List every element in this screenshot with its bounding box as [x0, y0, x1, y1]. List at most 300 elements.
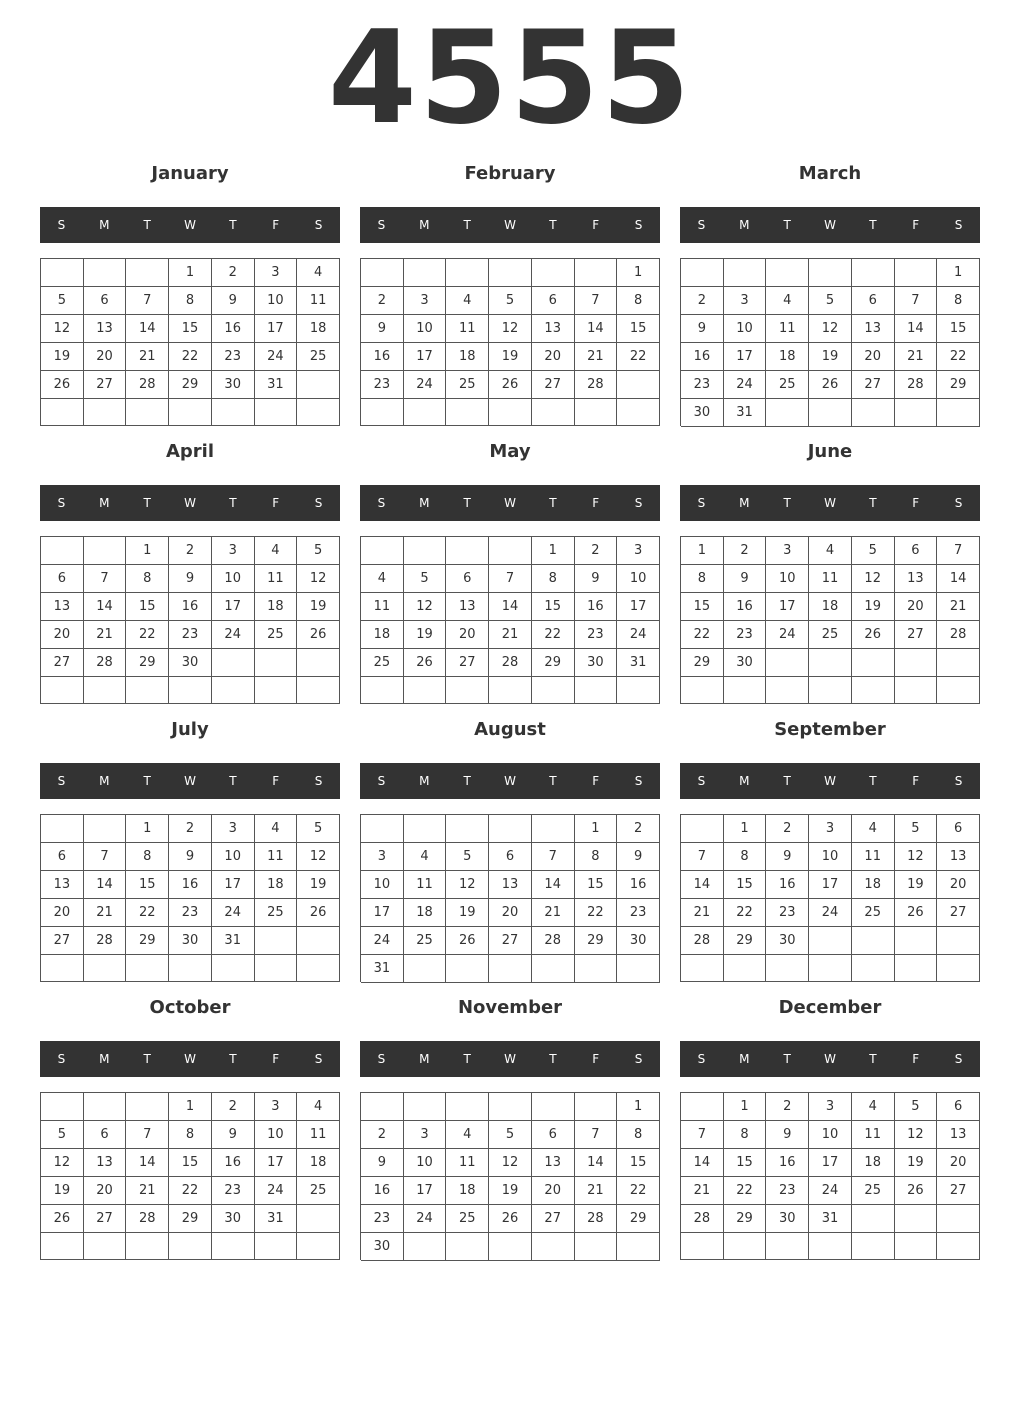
day-cell: 28 [126, 1205, 169, 1233]
day-cell: 23 [169, 621, 212, 649]
day-cell: 15 [126, 871, 169, 899]
day-cell: 24 [724, 371, 767, 399]
day-cell [41, 677, 84, 704]
day-cell: 18 [255, 871, 298, 899]
day-cell: 16 [681, 343, 724, 371]
year-title: 4555 [327, 4, 693, 153]
day-cell: 12 [809, 315, 852, 343]
day-cell [446, 259, 489, 287]
weekday-label: S [634, 774, 643, 788]
day-cell [489, 1093, 532, 1121]
month-title: June [807, 441, 853, 462]
day-cell: 9 [724, 565, 767, 593]
month-october [40, 994, 340, 1264]
day-cell: 28 [84, 649, 127, 677]
day-cell [41, 955, 84, 982]
weekday-label: W [184, 496, 196, 510]
day-cell: 4 [297, 1093, 340, 1121]
day-cell [681, 677, 724, 704]
day-cell [212, 1233, 255, 1260]
day-cell: 9 [212, 287, 255, 315]
day-cell: 7 [532, 843, 575, 871]
day-cell: 17 [255, 1149, 298, 1177]
month-january [40, 160, 340, 430]
day-cell: 14 [895, 315, 938, 343]
day-cell [84, 677, 127, 704]
day-cell: 4 [404, 843, 447, 871]
weekday-header [40, 763, 340, 799]
day-cell: 7 [84, 843, 127, 871]
day-cell [766, 259, 809, 287]
weekday-label: W [184, 774, 196, 788]
day-cell: 24 [809, 1177, 852, 1205]
day-cell [724, 677, 767, 704]
day-cell [766, 677, 809, 704]
month-title: May [489, 441, 531, 462]
day-cell: 28 [84, 927, 127, 955]
day-cell [852, 259, 895, 287]
weekday-label: F [592, 496, 600, 510]
weekday-label: T [229, 1052, 237, 1066]
weekday-header [360, 207, 660, 243]
day-cell: 27 [895, 621, 938, 649]
weekday-label: S [377, 496, 386, 510]
month-title: December [778, 997, 882, 1018]
day-cell: 28 [575, 371, 618, 399]
day-cell: 3 [809, 815, 852, 843]
day-cell: 10 [404, 315, 447, 343]
day-cell [937, 1205, 980, 1233]
day-cell: 1 [617, 1093, 660, 1121]
day-cell [532, 815, 575, 843]
day-cell: 6 [41, 843, 84, 871]
day-cell: 30 [169, 649, 212, 677]
day-cell [446, 399, 489, 426]
day-cell [446, 677, 489, 704]
weekday-label: W [184, 218, 196, 232]
day-cell: 10 [617, 565, 660, 593]
day-cell: 10 [766, 565, 809, 593]
day-cell: 20 [532, 343, 575, 371]
day-cell: 3 [404, 287, 447, 315]
day-cell [404, 677, 447, 704]
day-cell: 25 [446, 1205, 489, 1233]
day-cell: 3 [212, 815, 255, 843]
day-cell: 6 [489, 843, 532, 871]
day-cell: 2 [575, 537, 618, 565]
day-cell: 27 [41, 927, 84, 955]
day-cell [255, 399, 298, 426]
day-cell: 26 [895, 1177, 938, 1205]
day-grid [360, 814, 660, 982]
day-cell: 31 [255, 1205, 298, 1233]
day-cell: 26 [809, 371, 852, 399]
day-cell: 7 [681, 1121, 724, 1149]
day-cell: 25 [297, 1177, 340, 1205]
day-cell: 18 [446, 1177, 489, 1205]
day-cell: 8 [724, 843, 767, 871]
day-cell: 18 [255, 593, 298, 621]
weekday-label: M [419, 774, 430, 788]
weekday-label: S [57, 774, 66, 788]
day-cell [169, 955, 212, 982]
day-cell: 13 [532, 315, 575, 343]
day-cell: 7 [84, 565, 127, 593]
day-cell [681, 1093, 724, 1121]
day-cell [575, 259, 618, 287]
day-cell [575, 399, 618, 426]
day-cell [575, 677, 618, 704]
day-cell: 3 [361, 843, 404, 871]
day-cell: 8 [169, 287, 212, 315]
day-cell: 24 [404, 1205, 447, 1233]
day-cell: 1 [575, 815, 618, 843]
day-cell: 21 [126, 343, 169, 371]
day-cell [895, 649, 938, 677]
month-april [40, 438, 340, 708]
day-cell: 17 [212, 871, 255, 899]
day-cell: 20 [489, 899, 532, 927]
day-cell: 10 [809, 843, 852, 871]
weekday-label: F [272, 496, 280, 510]
weekday-label: F [592, 774, 600, 788]
month-title: March [798, 163, 862, 184]
day-cell: 3 [724, 287, 767, 315]
day-cell [895, 1205, 938, 1233]
day-cell: 22 [681, 621, 724, 649]
month-title: February [464, 163, 556, 184]
day-cell: 26 [489, 371, 532, 399]
month-november [360, 994, 660, 1264]
weekday-label: T [549, 218, 557, 232]
day-cell [297, 1205, 340, 1233]
day-cell: 5 [446, 843, 489, 871]
weekday-label: F [912, 218, 920, 232]
weekday-label: T [549, 774, 557, 788]
day-cell: 10 [212, 843, 255, 871]
day-cell: 1 [937, 259, 980, 287]
day-cell: 9 [169, 565, 212, 593]
day-cell: 30 [169, 927, 212, 955]
day-cell: 10 [404, 1149, 447, 1177]
day-cell [446, 815, 489, 843]
day-cell: 11 [255, 565, 298, 593]
day-cell: 1 [169, 259, 212, 287]
weekday-label: T [549, 1052, 557, 1066]
day-cell: 31 [255, 371, 298, 399]
day-cell [809, 927, 852, 955]
weekday-label: S [697, 218, 706, 232]
day-cell: 12 [852, 565, 895, 593]
day-cell [404, 815, 447, 843]
day-cell: 27 [532, 1205, 575, 1233]
day-cell: 6 [852, 287, 895, 315]
weekday-label: M [739, 496, 750, 510]
day-cell: 25 [297, 343, 340, 371]
day-cell: 22 [575, 899, 618, 927]
day-cell: 6 [937, 1093, 980, 1121]
day-cell [895, 677, 938, 704]
day-cell: 6 [446, 565, 489, 593]
day-cell [446, 1093, 489, 1121]
day-cell: 20 [41, 899, 84, 927]
day-cell: 20 [41, 621, 84, 649]
day-cell: 7 [126, 287, 169, 315]
weekday-label: M [99, 496, 110, 510]
day-cell [84, 399, 127, 426]
day-cell: 12 [895, 1121, 938, 1149]
day-cell [404, 1233, 447, 1261]
month-may [360, 438, 660, 708]
day-cell: 18 [297, 315, 340, 343]
weekday-label: W [504, 218, 516, 232]
month-title: April [165, 441, 215, 462]
day-cell: 19 [297, 871, 340, 899]
weekday-label: S [314, 774, 323, 788]
day-cell: 23 [766, 1177, 809, 1205]
day-cell [895, 927, 938, 955]
day-cell: 17 [255, 315, 298, 343]
day-cell [532, 1233, 575, 1261]
day-cell: 20 [446, 621, 489, 649]
weekday-label: S [954, 1052, 963, 1066]
day-cell [126, 1233, 169, 1260]
day-cell: 11 [809, 565, 852, 593]
day-cell: 26 [297, 899, 340, 927]
day-cell: 22 [724, 899, 767, 927]
day-cell: 4 [297, 259, 340, 287]
day-cell [297, 927, 340, 955]
day-cell: 28 [681, 1205, 724, 1233]
day-cell: 16 [361, 343, 404, 371]
day-cell [809, 399, 852, 427]
day-cell: 13 [84, 315, 127, 343]
weekday-label: F [912, 496, 920, 510]
day-grid [40, 1092, 340, 1260]
day-cell: 5 [41, 1121, 84, 1149]
day-cell: 14 [937, 565, 980, 593]
day-cell: 15 [724, 1149, 767, 1177]
day-cell: 22 [617, 343, 660, 371]
day-cell: 12 [489, 315, 532, 343]
day-cell [895, 1233, 938, 1260]
day-cell [532, 677, 575, 704]
day-cell: 15 [532, 593, 575, 621]
day-cell: 21 [84, 621, 127, 649]
day-cell [361, 677, 404, 704]
day-cell: 14 [575, 315, 618, 343]
day-cell: 16 [724, 593, 767, 621]
day-cell: 26 [446, 927, 489, 955]
weekday-label: W [824, 1052, 836, 1066]
weekday-label: S [57, 218, 66, 232]
day-cell: 26 [489, 1205, 532, 1233]
day-cell: 26 [852, 621, 895, 649]
weekday-header [40, 485, 340, 521]
day-cell: 26 [895, 899, 938, 927]
day-cell: 23 [169, 899, 212, 927]
day-cell: 23 [361, 1205, 404, 1233]
day-cell: 22 [169, 1177, 212, 1205]
day-cell: 11 [766, 315, 809, 343]
day-cell [895, 399, 938, 427]
day-cell: 29 [724, 927, 767, 955]
day-cell: 18 [446, 343, 489, 371]
day-cell: 17 [809, 1149, 852, 1177]
weekday-header [680, 1041, 980, 1077]
day-cell [724, 955, 767, 982]
day-cell: 24 [255, 343, 298, 371]
day-cell: 11 [297, 287, 340, 315]
day-cell: 10 [212, 565, 255, 593]
day-cell: 11 [297, 1121, 340, 1149]
day-cell: 24 [212, 899, 255, 927]
day-cell: 9 [575, 565, 618, 593]
day-cell: 8 [681, 565, 724, 593]
day-cell: 2 [617, 815, 660, 843]
day-cell: 15 [575, 871, 618, 899]
day-cell: 1 [617, 259, 660, 287]
weekday-label: S [697, 774, 706, 788]
day-cell: 19 [895, 1149, 938, 1177]
day-cell: 6 [937, 815, 980, 843]
day-cell [617, 371, 660, 399]
day-cell [41, 399, 84, 426]
day-cell: 20 [532, 1177, 575, 1205]
weekday-label: T [229, 218, 237, 232]
day-cell [297, 399, 340, 426]
day-cell [212, 399, 255, 426]
day-cell: 29 [575, 927, 618, 955]
weekday-label: S [57, 1052, 66, 1066]
day-cell [852, 1233, 895, 1260]
day-cell [255, 927, 298, 955]
day-cell: 28 [489, 649, 532, 677]
day-cell: 3 [404, 1121, 447, 1149]
day-cell [126, 677, 169, 704]
weekday-label: S [954, 774, 963, 788]
day-cell: 21 [937, 593, 980, 621]
day-cell [361, 1093, 404, 1121]
day-cell: 7 [575, 287, 618, 315]
weekday-label: S [314, 1052, 323, 1066]
day-cell: 13 [41, 593, 84, 621]
day-cell: 13 [937, 1121, 980, 1149]
day-cell [617, 677, 660, 704]
weekday-label: S [377, 1052, 386, 1066]
day-cell [937, 955, 980, 982]
day-cell: 1 [681, 537, 724, 565]
day-cell [169, 1233, 212, 1260]
weekday-label: W [824, 496, 836, 510]
day-cell [489, 815, 532, 843]
day-cell: 29 [937, 371, 980, 399]
day-cell [84, 1093, 127, 1121]
weekday-label: M [419, 496, 430, 510]
day-cell: 27 [937, 1177, 980, 1205]
weekday-header [680, 207, 980, 243]
day-cell: 15 [937, 315, 980, 343]
weekday-label: S [954, 496, 963, 510]
day-cell [852, 649, 895, 677]
weekday-label: T [229, 774, 237, 788]
day-cell [895, 259, 938, 287]
month-june [680, 438, 980, 708]
day-cell [532, 955, 575, 983]
weekday-label: W [824, 218, 836, 232]
day-cell: 16 [212, 1149, 255, 1177]
weekday-label: M [419, 218, 430, 232]
day-cell [766, 399, 809, 427]
day-cell: 21 [575, 343, 618, 371]
day-cell: 12 [446, 871, 489, 899]
day-cell [937, 399, 980, 427]
day-cell: 11 [446, 1149, 489, 1177]
day-cell [937, 677, 980, 704]
day-cell: 24 [809, 899, 852, 927]
weekday-label: T [463, 496, 471, 510]
day-grid [40, 536, 340, 704]
day-cell: 21 [895, 343, 938, 371]
day-cell: 20 [84, 343, 127, 371]
weekday-label: T [869, 1052, 877, 1066]
day-cell [404, 955, 447, 983]
day-grid [40, 258, 340, 426]
day-cell: 29 [532, 649, 575, 677]
day-cell: 24 [361, 927, 404, 955]
day-cell: 23 [617, 899, 660, 927]
day-cell: 19 [446, 899, 489, 927]
day-cell [361, 259, 404, 287]
day-cell: 15 [617, 315, 660, 343]
day-cell: 2 [681, 287, 724, 315]
weekday-label: S [314, 496, 323, 510]
day-cell [681, 955, 724, 982]
day-grid [360, 258, 660, 426]
day-cell: 11 [852, 843, 895, 871]
day-cell: 29 [126, 649, 169, 677]
day-cell: 26 [41, 371, 84, 399]
day-cell: 16 [212, 315, 255, 343]
day-cell: 1 [169, 1093, 212, 1121]
day-cell [575, 1233, 618, 1261]
day-cell: 30 [212, 371, 255, 399]
day-cell: 21 [489, 621, 532, 649]
day-cell: 30 [212, 1205, 255, 1233]
month-title: October [149, 997, 231, 1018]
day-cell [84, 955, 127, 982]
day-cell: 25 [255, 621, 298, 649]
day-cell: 19 [489, 1177, 532, 1205]
day-cell: 20 [852, 343, 895, 371]
day-cell [852, 927, 895, 955]
day-cell: 4 [766, 287, 809, 315]
day-cell: 30 [724, 649, 767, 677]
weekday-label: T [869, 496, 877, 510]
day-cell: 23 [361, 371, 404, 399]
weekday-label: W [504, 774, 516, 788]
day-cell: 14 [84, 871, 127, 899]
weekday-label: T [463, 218, 471, 232]
day-cell: 4 [255, 537, 298, 565]
month-title: November [457, 997, 563, 1018]
weekday-label: T [549, 496, 557, 510]
day-cell: 24 [404, 371, 447, 399]
day-cell: 1 [126, 815, 169, 843]
day-cell: 1 [724, 815, 767, 843]
day-cell: 19 [895, 871, 938, 899]
day-cell: 30 [766, 1205, 809, 1233]
